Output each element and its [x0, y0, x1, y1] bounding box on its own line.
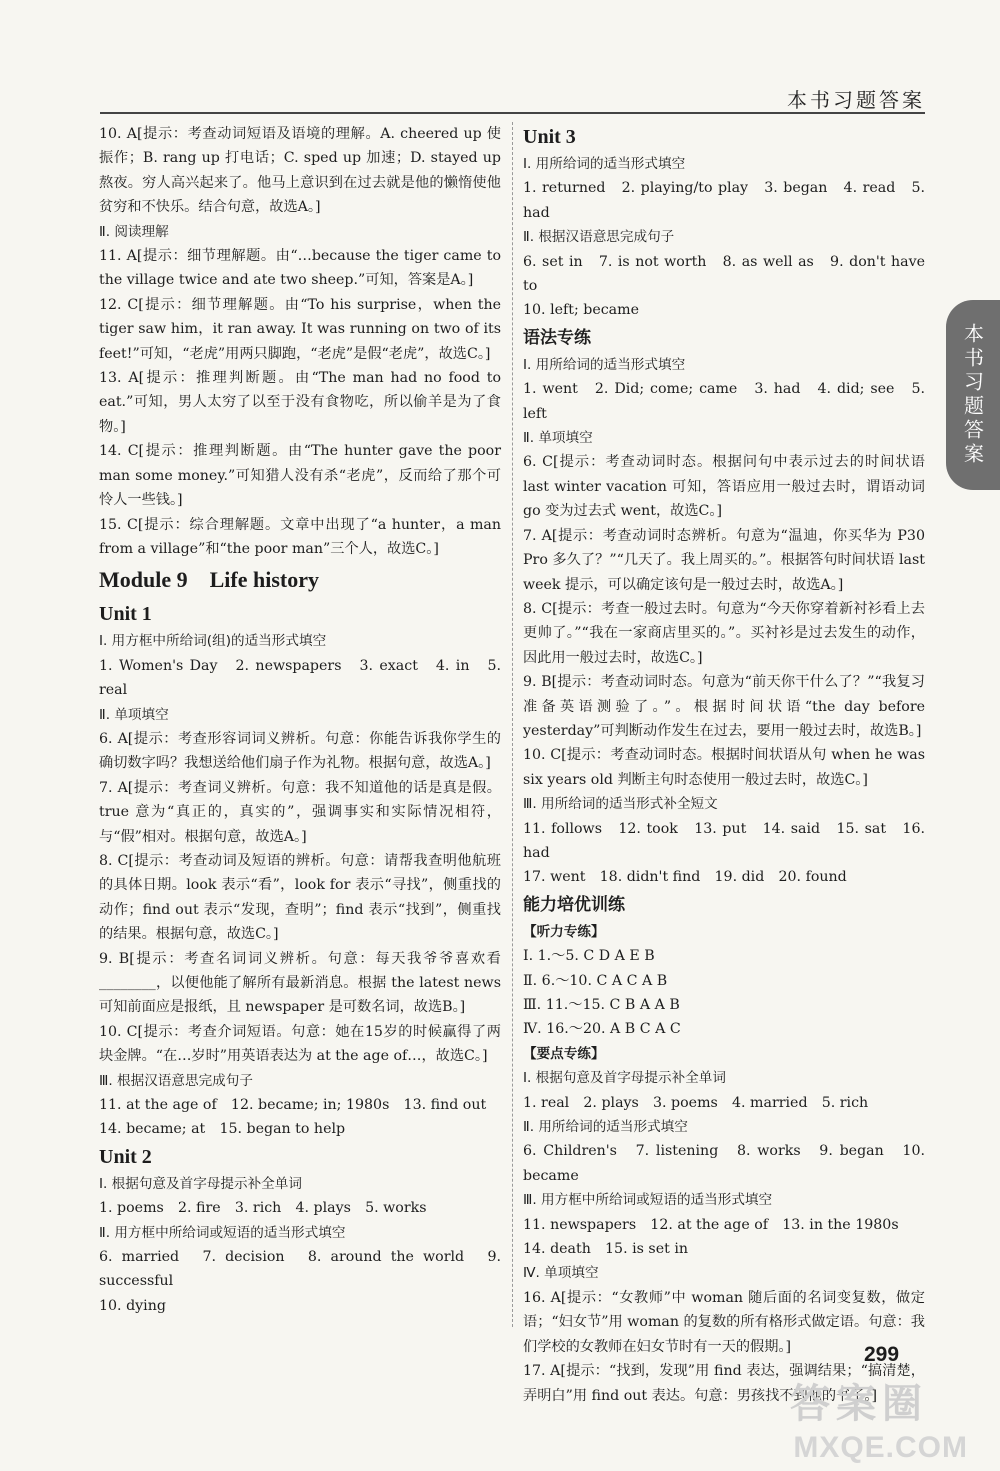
section-heading: Ⅱ. 根据汉语意思完成句子 — [523, 229, 675, 246]
subsection-label: 【听力专练】 — [523, 923, 605, 940]
unit-heading: Unit 2 — [99, 1145, 152, 1168]
answer-line: 11. A[提示：细节理解题。由“…because the tiger came to the village twice and ate two sheep.”可知，答案是A。] — [99, 248, 501, 289]
unit-heading: Unit 3 — [523, 126, 576, 148]
section-heading: Ⅱ. 用方框中所给词或短语的适当形式填空 — [99, 1224, 346, 1241]
section-heading: Ⅱ. 单项填空 — [99, 706, 169, 723]
answer-line: 17. A[提示：“找到，发现”用 find 表达，强调结果；“搞清楚，弄明白”用 find out 表达。句意：男孩找不到他的书了。] — [523, 1363, 925, 1404]
section-title: 语法专练 — [523, 327, 591, 348]
answer-line: 1. returned 2. playing/to play 3. began 4. read 5. had — [523, 180, 925, 221]
answer-line: 6. Children's 7. listening 8. works 9. began 10. became — [523, 1143, 925, 1184]
answer-line: 16. A[提示：“女教师”中 woman 随后面的名词变复数，做定语；“妇女节”用 woman 的复数的所有格形式做定语。句意：我们学校的女教师在妇女节时有一天的假期。] — [523, 1289, 925, 1355]
section-heading: Ⅰ. 根据句意及首字母提示补全单词 — [99, 1175, 302, 1192]
answer-line: 10. A[提示：考查动词短语及语境的理解。A. cheered up 使振作；B. rang up 打电话；C. sped up 加速；D. stayed up 熬夜。穷人高兴起来了。他马上意识到在过去就是他的懒惰使他贫穷和不快乐。结合句意，故选A。] — [99, 126, 501, 216]
answer-line: 12. C[提示：细节理解题。由“To his surprise，when the tiger saw him，it ran away. It was running on two of its feet!”可知，“老虎”用两只脚跑，“老虎”是假“老虎”，故选C。] — [99, 296, 501, 362]
answer-line: Ⅱ. 6.～10. C A C A B — [523, 972, 668, 989]
answer-line: 1. poems 2. fire 3. rich 4. plays 5. works — [99, 1200, 427, 1217]
subsection-label: 【要点专练】 — [523, 1045, 605, 1062]
answer-line: 7. A[提示：考查动词时态辨析。句意为“温迪，你买华为 P30 Pro 多久了？”“几天了。我上周买的。”。根据答句时间状语 last week 提示，可以确定该句是一般过去时，故选A。] — [523, 527, 925, 593]
page-header-title: 本书习题答案 — [787, 88, 925, 112]
answer-line: 11. follows 12. took 13. put 14. said 15. sat 16. had — [523, 820, 925, 861]
answer-line: 6. set in 7. is not worth 8. as well as 9. don't have to — [523, 253, 925, 295]
answer-line: 1. went 2. Did; come; came 3. had 4. did; see 5. left — [523, 381, 925, 422]
answer-line: 6. C[提示：考查动词时态。根据问句中表示过去的时间状语 last winter vacation 可知，答语应用一般过去时，谓语动词 go 变为过去式 went，故选C。] — [523, 454, 925, 520]
watermark-logo: 答案圈 — [790, 1381, 928, 1427]
answer-line: 9. B[提示：考查动词时态。句意为“前天你干什么了？”“我复习准备英语测验了。”。根据时间状语“the day before yesterday”可判断动作发生在过去，要用一般过去时，故选B。] — [523, 674, 925, 739]
section-heading: Ⅲ. 用方框中所给词或短语的适当形式填空 — [523, 1192, 773, 1209]
answer-line: Ⅲ. 11.～15. C B A A B — [523, 997, 680, 1013]
page-number: 299 — [864, 1343, 900, 1366]
side-tab: 本书习题答案 — [946, 300, 1000, 490]
answer-line: 14. death 15. is set in — [523, 1241, 688, 1258]
answer-line: 15. C[提示：综合理解题。文章中出现了“a hunter，a man from a village”和“the poor man”三个人，故选C。] — [99, 516, 501, 557]
answer-line: Ⅰ. 1.～5. C D A E B — [523, 948, 655, 965]
answer-line: Ⅳ. 16.～20. A B C A C — [523, 1021, 681, 1038]
section-heading: Ⅲ. 用所给词的适当形式补全短文 — [523, 796, 718, 813]
answer-line: 10. C[提示：考查介词短语。句意：她在15岁的时候赢得了两块金牌。“在…岁时”用英语表达为 at the age of…，故选C。] — [99, 1023, 501, 1065]
section-heading: Ⅰ. 用所给词的适当形式填空 — [523, 356, 686, 373]
section-heading: Ⅱ. 阅读理解 — [99, 223, 169, 240]
answer-line: 7. A[提示：考查词义辨析。句意：我不知道他的话是真是假。true 意为“真正的，真实的”，强调事实和实际情况相符，与“假”相对。根据句意，故选A。] — [99, 779, 501, 845]
answer-line: 13. A[提示：推理判断题。由“The man had no food to eat.”可知，男人太穷了以至于没有食物吃，所以偷羊是为了食物。] — [99, 370, 501, 435]
answer-line: 9. B[提示：考查名词词义辨析。句意：每天我爷爷喜欢看________，以便他能了解所有最新消息。根据 the latest news 可知前面应是报纸，且 newspaper 是可数名词，故选B。] — [99, 950, 501, 1016]
answer-line: 10. C[提示：考查动词时态。根据时间状语从句 when he was six years old 判断主句时态使用一般过去时，故选C。] — [523, 747, 925, 788]
answer-line: 10. dying — [99, 1297, 166, 1314]
section-title: 能力培优训练 — [523, 894, 625, 915]
column-divider — [512, 122, 513, 1327]
answer-line: 14. became; at 15. began to help — [99, 1121, 346, 1138]
answer-line: 14. C[提示：推理判断题。由“The hunter gave the poor man some money.”可知猎人没有杀“老虎”，反而给了那个可怜人一些钱。] — [99, 443, 501, 509]
section-heading: Ⅰ. 根据句意及首字母提示补全单词 — [523, 1070, 726, 1087]
answer-line: 8. C[提示：考查一般过去时。句意为“今天你穿着新衬衫看上去更帅了。”“我在一家商店里买的。”。买衬衫是过去发生的动作，因此用一般过去时，故选C。] — [523, 600, 925, 666]
answer-line: 1. Women's Day 2. newspapers 3. exact 4. in 5. real — [99, 657, 501, 699]
section-heading: Ⅳ. 单项填空 — [523, 1265, 599, 1282]
answer-line: 6. A[提示：考查形容词词义辨析。句意：你能告诉我你学生的确切数字吗？我想送给他们扇子作为礼物。根据句意，故选A。] — [99, 730, 501, 772]
unit-heading: Unit 1 — [99, 603, 152, 626]
section-heading: Ⅱ. 单项填空 — [523, 430, 593, 447]
answer-line: 8. C[提示：考查动词及短语的辨析。句意：请帮我查明他航班的具体日期。look 表示“看”，look for 表示“寻找”，侧重找的动作；find out 表示“发现，查明”；find 表示“找到”，侧重找的结果。根据句意，故选C。] — [99, 852, 501, 943]
module-title: Module 9 Life history — [99, 567, 319, 593]
answer-line: 11. at the age of 12. became; in; 1980s 13. find out — [99, 1097, 487, 1114]
left-column — [99, 122, 501, 1318]
answer-line: 1. real 2. plays 3. poems 4. married 5. rich — [523, 1094, 869, 1111]
header-rule — [100, 112, 925, 114]
answer-line: 10. left; became — [523, 302, 639, 319]
section-heading: Ⅱ. 用所给词的适当形式填空 — [523, 1119, 688, 1136]
answer-line: 6. married 7. decision 8. around the world 9. successful — [99, 1249, 501, 1290]
right-column — [523, 122, 925, 1408]
answer-line: 17. went 18. didn't find 19. did 20. found — [523, 869, 847, 886]
section-heading: Ⅰ. 用方框中所给词(组)的适当形式填空 — [99, 633, 327, 650]
answer-line: 11. newspapers 12. at the age of 13. in the 1980s — [523, 1216, 899, 1233]
section-heading: Ⅰ. 用所给词的适当形式填空 — [523, 156, 686, 172]
section-heading: Ⅲ. 根据汉语意思完成句子 — [99, 1072, 253, 1089]
watermark-site: MXQE.COM — [793, 1431, 968, 1464]
